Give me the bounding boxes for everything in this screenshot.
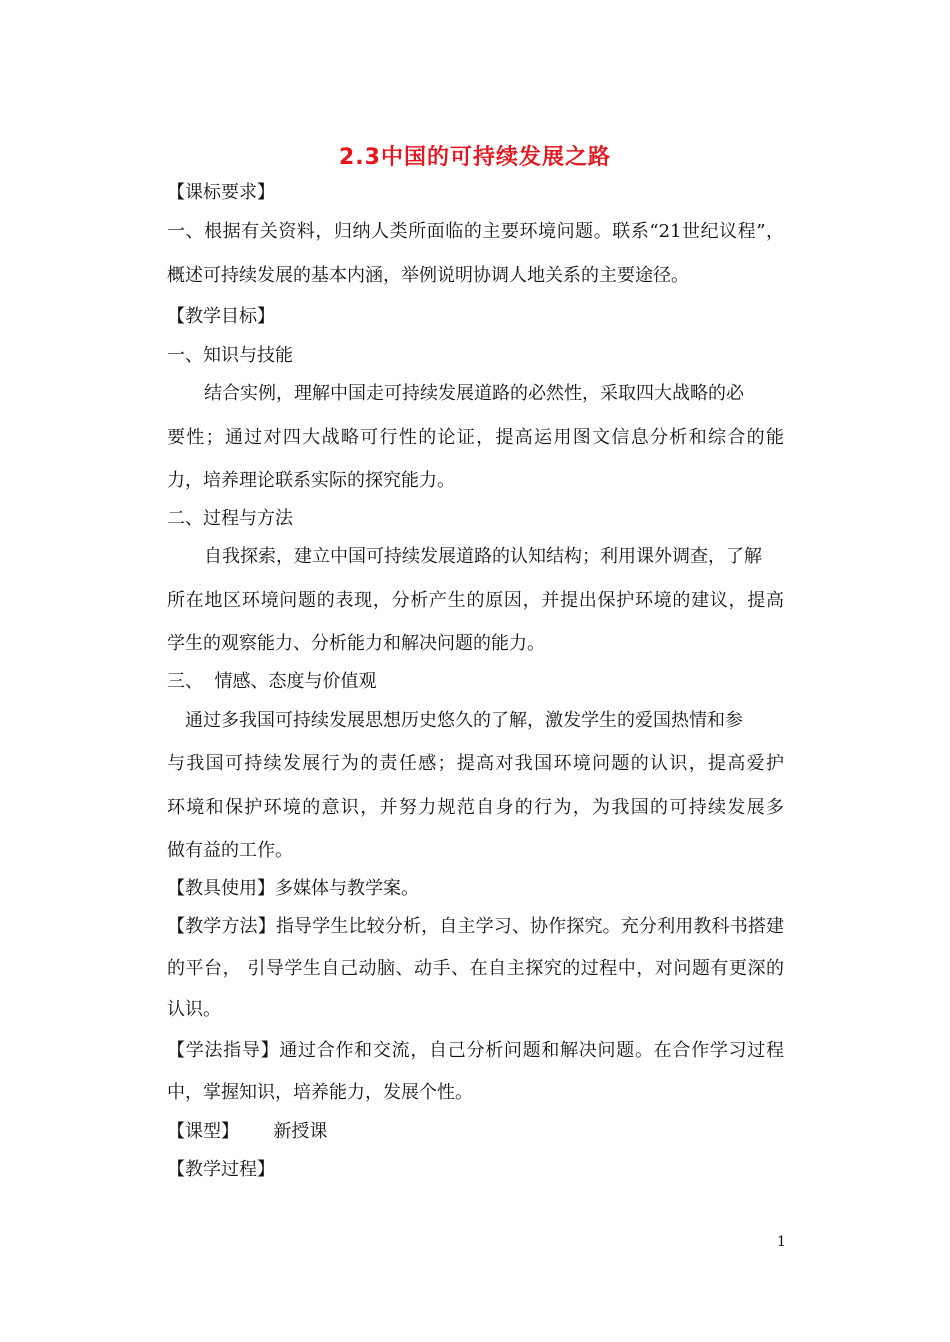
paragraph-line: 环境和保护环境的意识，并努力规范自身的行为，为我国的可持续发展多	[167, 797, 784, 818]
paragraph-line: 要性；通过对四大战略可行性的论证，提高运用图文信息分析和综合的能	[167, 427, 784, 448]
paragraph-line: 概述可持续发展的基本内涵，举例说明协调人地关系的主要途径。	[167, 265, 689, 286]
document-title: 2.3中国的可持续发展之路	[339, 145, 611, 170]
learning-guidance-line: 【学法指导】通过合作和交流，自己分析问题和解决问题。在合作学习过程	[167, 1040, 784, 1061]
paragraph-line: 结合实例，理解中国走可持续发展道路的必然性，采取四大战略的必	[204, 383, 744, 404]
paragraph-line: 做有益的工作。	[167, 840, 293, 861]
paragraph-line: 中，掌握知识，培养能力，发展个性。	[167, 1082, 473, 1103]
teaching-tools-line: 【教具使用】多媒体与教学案。	[167, 878, 419, 899]
section-heading-objectives: 【教学目标】	[167, 306, 275, 327]
paragraph-line: 自我探索，建立中国可持续发展道路的认知结构；利用课外调查，了解	[204, 546, 762, 567]
paragraph-line: 力，培养理论联系实际的探究能力。	[167, 470, 455, 491]
subheading-knowledge: 一、知识与技能	[167, 345, 293, 366]
teaching-method-line: 【教学方法】指导学生比较分析，自主学习、协作探究。充分利用教科书搭建	[167, 916, 784, 937]
subheading-process: 二、过程与方法	[167, 508, 293, 529]
paragraph-line: 一、根据有关资料，归纳人类所面临的主要环境问题。联系“21世纪议程”，	[167, 221, 784, 242]
lesson-type-line: 【课型】 新授课	[167, 1121, 328, 1142]
section-heading-curriculum: 【课标要求】	[167, 182, 275, 203]
paragraph-line: 通过多我国可持续发展思想历史悠久的了解，激发学生的爱国热情和参	[185, 710, 743, 731]
paragraph-line: 所在地区环境问题的表现，分析产生的原因，并提出保护环境的建议，提高	[167, 590, 784, 611]
paragraph-line: 认识。	[167, 999, 221, 1020]
paragraph-line: 与我国可持续发展行为的责任感；提高对我国环境问题的认识，提高爱护	[167, 753, 784, 774]
subheading-attitude: 三、 情感、态度与价值观	[167, 671, 377, 692]
page-number: 1	[777, 1234, 786, 1250]
paragraph-line: 的平台， 引导学生自己动脑、动手、在自主探究的过程中，对问题有更深的	[167, 958, 784, 979]
paragraph-line: 学生的观察能力、分析能力和解决问题的能力。	[167, 633, 545, 654]
section-heading-process: 【教学过程】	[167, 1159, 275, 1180]
